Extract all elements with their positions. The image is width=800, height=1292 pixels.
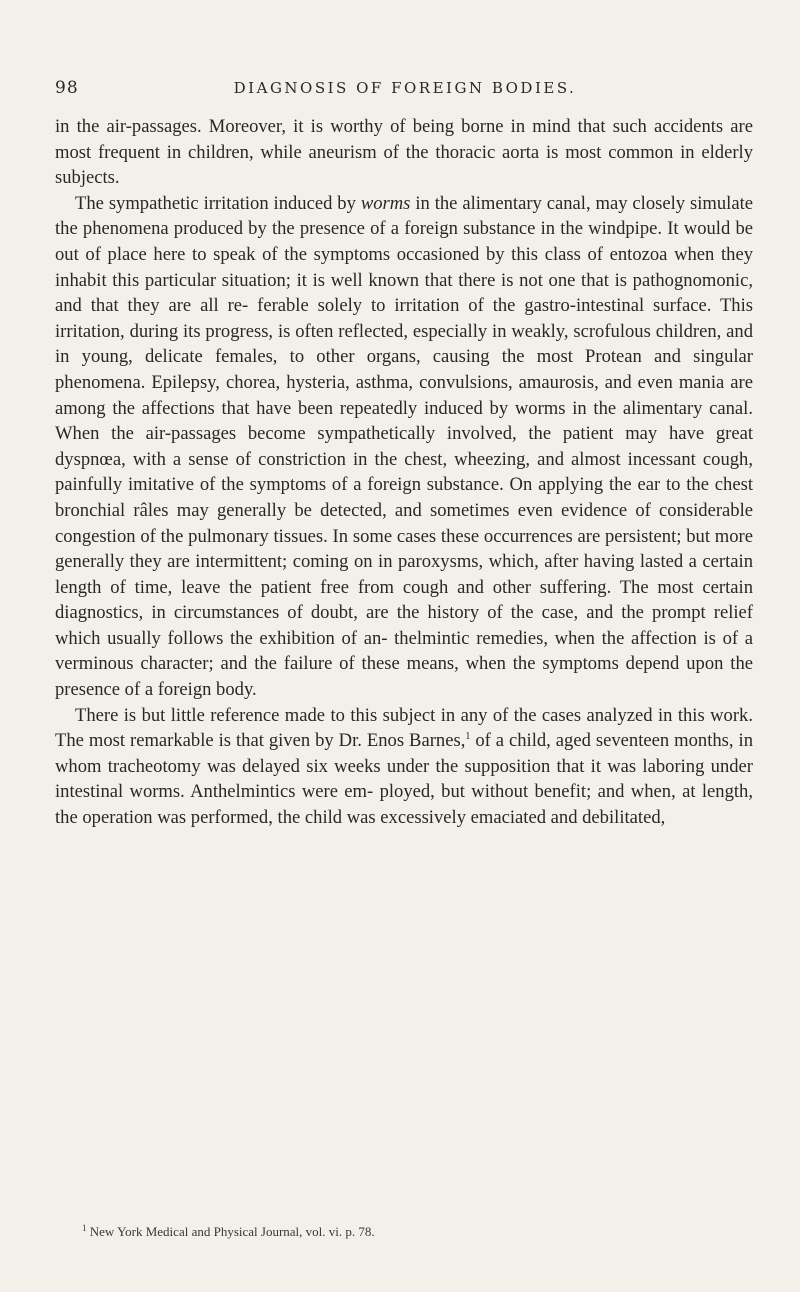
paragraph-1: in the air-passages. Moreover, it is worthy of being borne in mind that such accidents are most frequent in children, while aneurism of the thoracic aorta is most common in elderly subjects. [55,116,753,189]
paragraph-3 [55,703,753,831]
paragraph-3-text-end: of a child, aged seventeen months, in whom tracheotomy was delayed six weeks under the supposition that it was laboring under intestinal worms. Anthelmintics were em- ployed, but without benefit; and when, at length, the operation was performed, the child was excessively emaciated and debilitated, [55,730,753,829]
running-title: DIAGNOSIS OF FOREIGN BODIES. [233,79,577,97]
paragraph-2-text-end: in the alimentary canal, may closely simulate the phenomena produced by the presence of a foreign substance in the windpipe. It would be out of place here to speak of the symptoms occasioned by this class of entozoa when they inhabit this particular situation; it is well known that there is not one that is pathognomonic, and that they are all re- ferable solely to irritation of the gastro-intestinal surface. This irritation, during its progress, is often reflected, especially in weakly, scrofulous children, and in young, delicate females, to other organs, causing the most Protean and singular phenomena. Epilepsy, chorea, hysteria, asthma, convulsions, amaurosis, and even mania are among the affections that have been repeatedly induced by worms in the alimentary canal. When the air-passages become sympathetically involved, the patient may have great dyspnœa, with a sense of constriction in the chest, wheezing, and almost incessant cough, painfully imitative of the symptoms of a foreign substance. On applying the ear to the chest bronchial râles may generally be detected, and sometimes even evidence of considerable congestion of the pulmonary tissues. In some cases these occurrences are persistent; but more generally they are intermittent; coming on in paroxysms, which, after having lasted a certain length of time, leave the patient free from cough and other suffering. The most certain diagnostics, in circumstances of doubt, are the history of the case, and the prompt relief which usually follows the exhibition of an- thelmintic remedies, when the affection is of a verminous character; and the failure of these means, when the symptoms depend upon the presence of a foreign body. [55,192,753,701]
body-text [55,114,753,831]
italic-term-worms: worms [360,192,411,214]
footnote-mark: 1 [82,1223,87,1233]
paragraph-2-text-start: The sympathetic irritation induced by [75,192,361,214]
page-number: 98 [55,78,79,98]
footnote-reference: 1 [465,731,471,743]
paragraph-2 [55,191,753,703]
paragraph-3-text-start: There is but little reference made to this subject in any of the cases analyzed in this work. The most remarkable is that given by Dr. Enos Barnes, [55,704,753,752]
footnote-text: New York Medical and Physical Journal, vol. vi. p. 78. [86,1224,375,1239]
footnote [82,1224,375,1240]
book-page [55,78,755,1278]
page-header [55,78,755,108]
